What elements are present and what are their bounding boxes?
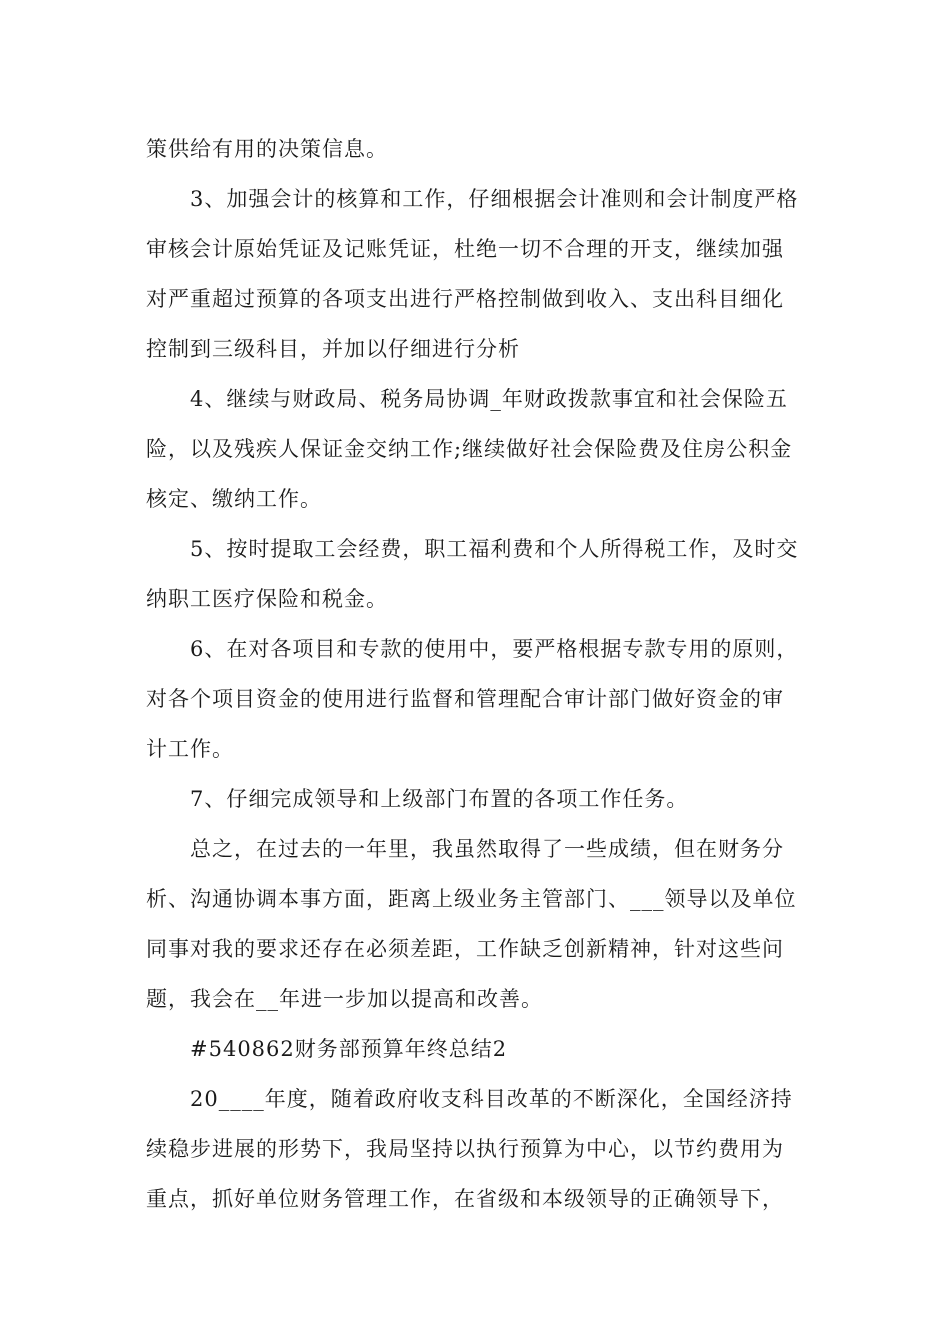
text-line: 总之，在过去的一年里，我虽然取得了一些成绩，但在财务分 (190, 837, 784, 861)
text-line: 险，以及残疾人保证金交纳工作;继续做好社会保险费及住房公积金 (146, 437, 793, 461)
text-line: 析、沟通协调本事方面，距离上级业务主管部门、___领导以及单位 (146, 887, 797, 911)
text-line: 对严重超过预算的各项支出进行严格控制做到收入、支出科目细化 (146, 287, 784, 311)
text-line: 审核会计原始凭证及记账凭证，杜绝一切不合理的开支，继续加强 (146, 237, 784, 261)
text-line: 对各个项目资金的使用进行监督和管理配合审计部门做好资金的审 (146, 687, 784, 711)
section-heading: #540862财务部预算年终总结2 (190, 1037, 508, 1061)
text-line: 5、按时提取工会经费，职工福利费和个人所得税工作，及时交 (190, 537, 799, 561)
text-line: 题，我会在__年进一步加以提高和改善。 (146, 987, 543, 1011)
text-line: 计工作。 (146, 737, 234, 761)
text-line: 控制到三级科目，并加以仔细进行分析 (146, 337, 520, 361)
text-line: 3、加强会计的核算和工作，仔细根据会计准则和会计制度严格 (190, 187, 799, 211)
text-line: 7、仔细完成领导和上级部门布置的各项工作任务。 (190, 787, 689, 811)
text-line: 核定、缴纳工作。 (146, 487, 322, 511)
text-line: 重点，抓好单位财务管理工作，在省级和本级领导的正确领导下， (146, 1187, 784, 1211)
text-line: 续稳步进展的形势下，我局坚持以执行预算为中心，以节约费用为 (146, 1137, 784, 1161)
text-line: 同事对我的要求还存在必须差距，工作缺乏创新精神，针对这些问 (146, 937, 784, 961)
text-line: 4、继续与财政局、税务局协调_年财政拨款事宜和社会保险五 (190, 387, 788, 411)
text-line: 6、在对各项目和专款的使用中，要严格根据专款专用的原则， (190, 637, 799, 661)
text-line: 纳职工医疗保险和税金。 (146, 587, 388, 611)
text-line: 20____年度，随着政府收支科目改革的不断深化，全国经济持 (190, 1087, 793, 1111)
text-line: 策供给有用的决策信息。 (146, 137, 388, 161)
